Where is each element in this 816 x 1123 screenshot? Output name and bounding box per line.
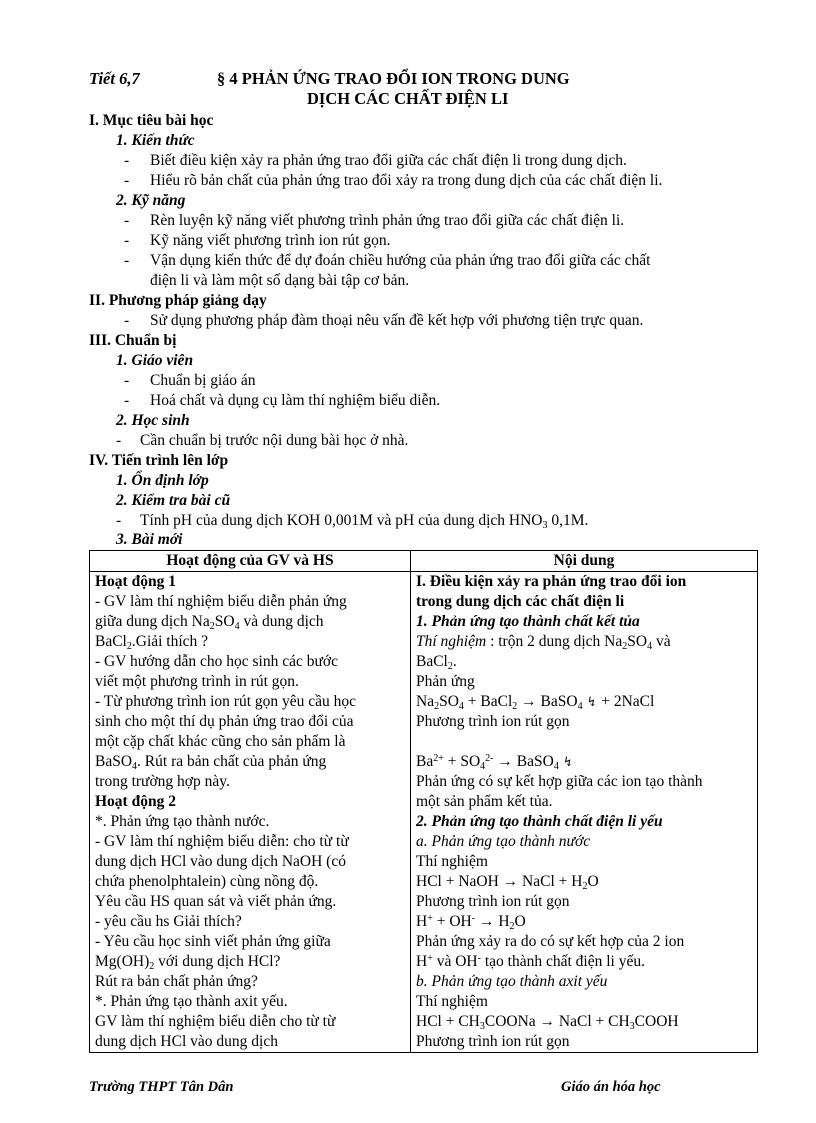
cell-line: $Mg(OH)_2$ với dung dịch HCl? [95,953,281,972]
cell-line: Yêu cầu HS quan sát và viết phản ứng. [95,893,337,910]
cell-line: BaCl$_2$.Giải thích ? [95,633,209,652]
content-subheading-2: 2. Phản ứng tạo thành chất điện li yếu [416,813,663,830]
cell-line: dung dịch HCl vào dung dịch NaOH (có [95,853,346,870]
bullet-dash: - [116,432,122,449]
lesson-title-line2: DỊCH CÁC CHẤT ĐIỆN LI [307,89,509,108]
cell-line: *. Phản ứng tạo thành nước. [95,813,270,830]
section-4-heading: IV. Tiến trình lên lớp [89,452,229,469]
list-item: Biết điều kiện xảy ra phản ứng trao đổi giữa các chất điện li trong dung dịch. [150,152,627,169]
cell-line: một sản phẩm kết tủa. [416,793,553,810]
cell-line: *. Phản ứng tạo thành axit yếu. [95,993,288,1010]
section-1-heading: I. Mục tiêu bài học [89,112,214,129]
cell-line: Phản ứng có sự kết hợp giữa các ion tạo thành [416,773,703,790]
bullet-dash: - [124,152,130,169]
cell-line: Phản ứng xảy ra do có sự kết hợp của 2 ion [416,933,685,950]
section-1-1-heading: 1. Kiến thức [116,132,195,149]
bullet-dash: - [124,252,130,269]
section-4-3-heading: 3. Bài mới [116,531,183,548]
equation-line: HCl + $CH_3COONa$ → NaCl + $CH_3COOH$ [416,1013,679,1032]
table-header-activities: Hoạt động của GV và HS [90,551,411,572]
cell-line: Thí nghiệm [416,853,488,870]
cell-line: Phản ứng [416,673,475,690]
cell-line: Phương trình ion rút gọn [416,1033,570,1050]
bullet-dash: - [116,512,122,529]
cell-line: - GV hướng dẫn cho học sinh các bước [95,653,338,670]
precipitate-icon: ↯ [586,694,598,709]
table-header-row [90,551,758,572]
bullet-dash: - [124,392,130,409]
footer-doc-type: Giáo án hóa học [561,1079,661,1095]
activity-2-heading: Hoạt động 2 [95,793,176,810]
cell-line: viết một phương trình in rút gọn. [95,673,299,690]
cell-line: một cặp chất khác cũng cho sản phẩm là [95,733,346,750]
table-row [90,572,758,1053]
content-heading-1: I. Điều kiện xảy ra phản ứng trao đổi ion [416,573,687,590]
content-subheading-1: 1. Phản ứng tạo thành chất kết tủa [416,613,640,630]
list-item: Cần chuẩn bị trước nội dung bài học ở nhà. [140,432,409,449]
section-1-2-heading: 2. Kỹ năng [116,192,186,209]
cell-line: BaCl$_2$. [416,653,457,672]
content-subheading-2b: b. Phản ứng tạo thành axit yếu [416,973,608,990]
cell-line: BaSO$_4$. Rút ra bản chất của phản ứng [95,753,327,772]
ph-question-sub: 3 [542,520,548,531]
list-item: Hoá chất và dụng cụ làm thí nghiệm biểu diễn. [150,392,441,409]
cell-line: Phương trình ion rút gọn [416,713,570,730]
table-header-content: Nội dung [411,551,758,572]
content-subheading-2a: a. Phản ứng tạo thành nước [416,833,591,850]
list-item: Hiểu rõ bản chất của phản ứng trao đổi xảy ra trong dung dịch của các chất điện li. [150,172,663,189]
list-item: Chuẩn bị giáo án [150,372,256,389]
list-item-ph-question [140,511,588,531]
content-cell [411,572,758,1053]
list-item: Rèn luyện kỹ năng viết phương trình phản ứng trao đổi giữa các chất điện li. [150,212,625,229]
cell-line: sinh cho một thí dụ phản ứng trao đổi của [95,713,354,730]
cell-line: - Từ phương trình ion rút gọn yêu cầu học [95,693,357,710]
cell-line: GV làm thí nghiệm biểu diễn cho từ từ [95,1013,336,1030]
cell-line: giữa dung dịch $Na_2SO_4$ và dung dịch [95,613,324,632]
activities-cell [90,572,411,1053]
lesson-activity-table [89,550,758,1053]
activity-1-heading: Hoạt động 1 [95,573,176,590]
list-item: Sử dụng phương pháp đàm thoại nêu vấn đề kết hợp với phương tiện trực quan. [150,312,644,329]
section-3-1-heading: 1. Giáo viên [116,352,194,369]
cell-line: Rút ra bản chất phản ứng? [95,973,258,990]
cell-line: chứa phenolphtalein) cùng nồng độ. [95,873,319,890]
section-4-2-heading: 2. Kiểm tra bài cũ [116,492,231,509]
list-item: Kỹ năng viết phương trình ion rút gọn. [150,232,391,249]
bullet-dash: - [124,372,130,389]
ph-question-text: Tính pH của dung dịch KOH 0,001M và pH của dung dịch HNO [140,512,543,529]
equation-line: HCl + NaOH → NaCl + $H_2O$ [416,873,599,892]
list-item-continuation: điện li và làm một số dạng bài tập cơ bản. [150,272,410,289]
precipitate-icon: ↯ [562,754,574,769]
ph-question-tail: 0,1M. [547,512,589,529]
bullet-dash: - [124,212,130,229]
section-2-heading: II. Phương pháp giảng dạy [89,292,267,309]
cell-line: - GV làm thí nghiệm biểu diễn: cho từ từ [95,833,349,850]
equation-line: $Ba^{2+} + SO_4^{2-}$ → BaSO$_4$ ↯ [416,753,574,772]
cell-line: Thí nghiệm [416,993,488,1010]
lesson-period: Tiết 6,7 [89,69,140,88]
lesson-title-line1: § 4 PHẢN ỨNG TRAO ĐỔI ION TRONG DUNG [217,69,570,88]
bullet-dash: - [124,172,130,189]
list-item: Vận dụng kiến thức để dự đoán chiều hướng của phản ứng trao đổi giữa các chất [150,252,651,269]
footer-school: Trường THPT Tân Dân [89,1079,234,1095]
section-4-1-heading: 1. Ổn định lớp [116,472,209,489]
cell-line: H+ và OH- tạo thành chất điện li yếu. [416,953,645,970]
section-3-heading: III. Chuẩn bị [89,332,177,349]
cell-line: trong trường hợp này. [95,773,230,790]
section-3-2-heading: 2. Học sinh [116,412,190,429]
cell-line: - yêu cầu hs Giải thích? [95,913,242,930]
bullet-dash: - [124,232,130,249]
equation-line: $Na_2SO_4$ + BaCl$_2$ → BaSO$_4$ ↯ + 2NaCl [416,693,655,712]
cell-line [416,732,752,752]
cell-line: Phương trình ion rút gọn [416,893,570,910]
cell-line: dung dịch HCl vào dung dịch [95,1033,278,1050]
bullet-dash: - [124,312,130,329]
cell-line: Thí nghiệm : trộn 2 dung dịch $Na_2SO_4$ và [416,633,671,652]
cell-line: - GV làm thí nghiệm biểu diễn phản ứng [95,593,347,610]
cell-line: - Yêu cầu học sinh viết phản ứng giữa [95,933,331,950]
content-heading-1-cont: trong dung dịch các chất điện li [416,593,625,610]
equation-line: $H^+ + OH^- \to H_2O$ [416,913,526,932]
